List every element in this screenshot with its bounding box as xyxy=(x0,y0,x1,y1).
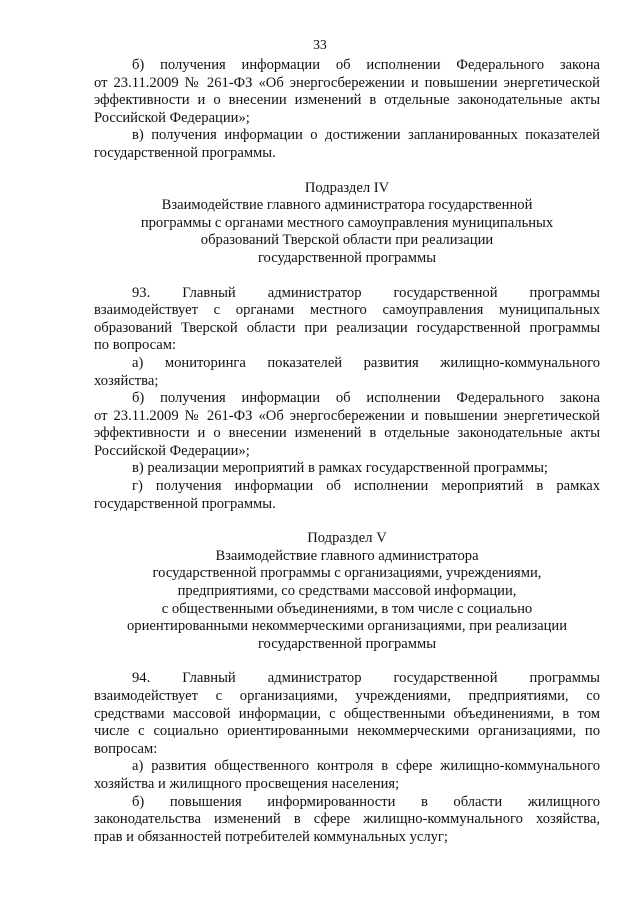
section-subtitle-line: ориентированными некоммерческими организациями, при реализации xyxy=(126,618,568,635)
text-line: в) реализации мероприятий в рамках государственной программы; xyxy=(132,460,548,477)
text-line: хозяйства; xyxy=(94,372,159,389)
paragraph xyxy=(94,127,600,162)
section-subtitle-line: предприятиями, со средствами массовой информации, xyxy=(177,583,517,600)
text-line: Российской Федерации»; xyxy=(94,109,250,126)
paragraph xyxy=(94,57,600,127)
paragraph xyxy=(94,460,600,478)
section-subtitle-line: Взаимодействие главного администратора государственной xyxy=(161,197,533,214)
text-line: государственной программы. xyxy=(94,495,276,512)
text-line: б) получения информации об исполнении Федерального закона xyxy=(132,390,600,407)
text-line: 94. Главный администратор государственной программы xyxy=(132,670,600,687)
section-title: Подраздел V xyxy=(307,530,387,547)
text-line: а) развития общественного контроля в сфере жилищно-коммунального xyxy=(132,758,600,775)
text-line: хозяйства и жилищного просвещения населения; xyxy=(94,775,400,792)
text-line: г) получения информации об исполнении мероприятий в рамках xyxy=(132,478,600,495)
text-line: эффективности и о внесении изменений в отдельные законодательные акты xyxy=(94,425,600,442)
section-body xyxy=(94,285,600,514)
text-line: от 23.11.2009 № 261-ФЗ «Об энергосбережении и повышении энергетической xyxy=(94,407,600,424)
text-line: вопросам: xyxy=(94,740,158,757)
text-line: Российской Федерации»; xyxy=(94,442,250,459)
paragraph xyxy=(94,478,600,513)
text-line: образований Тверской области при реализации государственной программы xyxy=(94,319,600,336)
section-subtitle-line: образований Тверской области при реализации xyxy=(200,232,494,249)
text-line: государственной программы. xyxy=(94,144,276,161)
text-line: взаимодействует с органами местного самоуправления муниципальных xyxy=(94,302,600,319)
section-subtitle-line: государственной программы с организациями, учреждениями, xyxy=(152,565,542,582)
section-subtitle-line: с общественными объединениями, в том числе с социально xyxy=(161,600,533,617)
page-number: 33 xyxy=(313,37,327,52)
text-line: от 23.11.2009 № 261-ФЗ «Об энергосбережении и повышении энергетической xyxy=(94,74,600,91)
section-body xyxy=(94,670,600,846)
text-line: законодательства изменений в сфере жилищно-коммунального хозяйства, xyxy=(94,811,600,828)
paragraph xyxy=(94,390,600,460)
top-items xyxy=(94,57,600,163)
paragraph xyxy=(94,670,600,758)
section-subtitle-line: государственной программы xyxy=(257,635,437,652)
document-body xyxy=(94,57,600,846)
text-line: числе с социально ориентированными некоммерческими организациями, по xyxy=(94,723,600,740)
text-line: 93. Главный администратор государственной программы xyxy=(132,284,600,301)
section-subtitle-line: Взаимодействие главного администратора xyxy=(215,547,479,564)
text-line: а) мониторинга показателей развития жилищно-коммунального xyxy=(132,354,600,371)
text-line: б) повышения информированности в области жилищного xyxy=(132,793,600,810)
paragraph xyxy=(94,355,600,390)
paragraph xyxy=(94,285,600,355)
section-heading xyxy=(94,180,600,268)
paragraph xyxy=(94,794,600,847)
text-line: взаимодействует с организациями, учреждениями, предприятиями, со xyxy=(94,688,600,704)
text-line: в) получения информации о достижении запланированных показателей xyxy=(132,127,600,144)
text-line: прав и обязанностей потребителей коммунальных услуг; xyxy=(94,828,448,845)
text-line: эффективности и о внесении изменений в отдельные законодательные акты xyxy=(94,92,600,109)
text-line: б) получения информации об исполнении Федерального закона xyxy=(132,57,600,73)
section-subtitle-line: программы с органами местного самоуправления муниципальных xyxy=(140,214,554,231)
paragraph xyxy=(94,758,600,793)
section-title: Подраздел IV xyxy=(304,179,390,196)
section-heading xyxy=(94,530,600,653)
section-subtitle-line: государственной программы xyxy=(257,249,437,266)
text-line: по вопросам: xyxy=(94,337,177,354)
text-line: средствами массовой информации, с общественными объединениями, в том xyxy=(94,705,600,722)
